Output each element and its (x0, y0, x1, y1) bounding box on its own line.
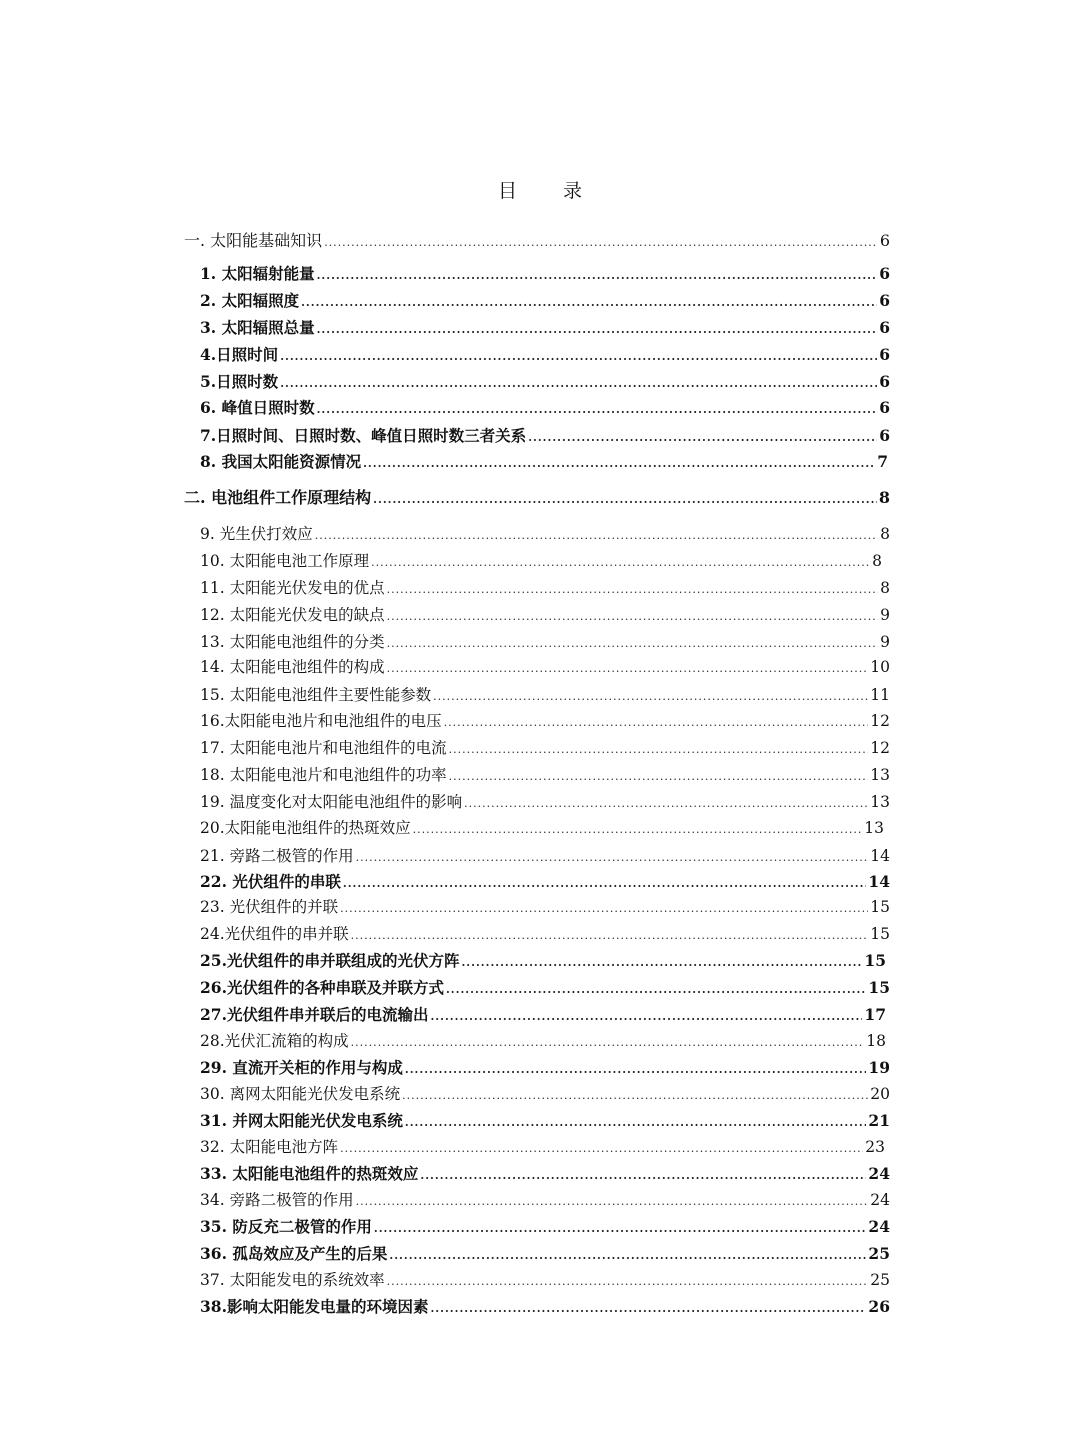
toc-entry-page-number: 25 (868, 1244, 890, 1263)
dot-leader (446, 983, 866, 996)
dot-leader (461, 956, 862, 969)
toc-entry-label: 30. 离网太阳能光伏发电系统 (200, 1085, 401, 1103)
toc-entry-label: 22. 光伏组件的串联 (200, 872, 341, 891)
toc-entry[interactable] (200, 736, 890, 758)
toc-entry-page-number: 6 (879, 291, 890, 310)
toc-entry-label: 29. 直流开关柜的作用与构成 (200, 1058, 403, 1077)
toc-entry-label: 27.光伏组件串并联后的电流输出 (200, 1005, 429, 1024)
dot-leader (528, 431, 877, 444)
toc-entry-label: 11. 太阳能光伏发电的优点 (200, 579, 385, 597)
toc-entry-page-number: 24 (868, 1164, 890, 1183)
dot-leader (324, 236, 878, 249)
toc-entry-page-number: 13 (864, 819, 884, 837)
dot-leader (340, 902, 868, 915)
toc-entry[interactable] (200, 262, 890, 284)
dot-leader (356, 851, 869, 864)
toc-title-char-1: 目 (497, 180, 517, 202)
dot-leader (405, 1063, 867, 1076)
toc-entry-page-number: 12 (870, 712, 890, 730)
toc-entry-label: 21. 旁路二极管的作用 (200, 847, 354, 865)
dot-leader (402, 1089, 868, 1102)
toc-entry-page-number: 26 (868, 1297, 890, 1316)
toc-title-char-2: 录 (563, 180, 583, 202)
toc-entry-page-number: 15 (870, 898, 890, 916)
toc-entry-label: 19. 温度变化对太阳能电池组件的影响 (200, 793, 463, 811)
dot-leader (444, 716, 869, 729)
toc-entry-page-number: 6 (879, 398, 890, 417)
toc-entry-label: 33. 太阳能电池组件的热斑效应 (200, 1164, 419, 1183)
toc-entry-label: 二. 电池组件工作原理结构 (184, 488, 372, 507)
dot-leader (420, 1169, 866, 1182)
toc-entry-label: 10. 太阳能电池工作原理 (200, 552, 370, 570)
toc-entry-page-number: 15 (868, 978, 890, 997)
dot-leader (301, 296, 877, 309)
dot-leader (430, 1302, 866, 1315)
toc-entry[interactable] (200, 1215, 890, 1237)
dot-leader (387, 583, 879, 596)
toc-entry-page-number: 18 (866, 1032, 886, 1050)
toc-entry[interactable] (200, 870, 890, 892)
toc-entry-label: 32. 太阳能电池方阵 (200, 1138, 339, 1156)
toc-entry-label: 一. 太阳能基础知识 (184, 231, 323, 250)
dot-leader (340, 1142, 863, 1155)
toc-entry-page-number: 6 (879, 231, 890, 250)
dot-leader (387, 1275, 869, 1288)
dot-leader (433, 690, 868, 703)
toc-entry-page-number: 13 (870, 766, 890, 784)
toc-entry-page-number: 9 (880, 606, 890, 624)
toc-entry[interactable] (200, 450, 888, 472)
toc-entry-page-number: 11 (870, 686, 890, 704)
toc-entry-page-number: 13 (870, 793, 890, 811)
dot-leader (449, 743, 869, 756)
toc-entry-page-number: 25 (870, 1271, 890, 1289)
toc-entry-page-number: 8 (880, 525, 890, 543)
dot-leader (351, 1036, 865, 1049)
dot-leader (464, 797, 868, 810)
toc-entry-label: 31. 并网太阳能光伏发电系统 (200, 1111, 403, 1130)
toc-entry-page-number: 21 (868, 1111, 890, 1130)
toc-entry-label: 12. 太阳能光伏发电的缺点 (200, 606, 385, 624)
toc-entry-page-number: 10 (870, 658, 890, 676)
toc-entry[interactable] (200, 1188, 890, 1210)
dot-leader (280, 350, 877, 363)
dot-leader (389, 1249, 866, 1262)
toc-entry-label: 18. 太阳能电池片和电池组件的功率 (200, 766, 447, 784)
dot-leader (373, 493, 877, 506)
dot-leader (430, 1010, 862, 1023)
toc-entry[interactable] (200, 922, 890, 944)
toc-entry-page-number: 15 (864, 951, 886, 970)
toc-entry[interactable] (200, 316, 890, 338)
toc-entry-label: 38.影响太阳能发电量的环境因素 (200, 1297, 429, 1316)
toc-entry-label: 15. 太阳能电池组件主要性能参数 (200, 686, 432, 704)
dot-leader (317, 323, 878, 336)
dot-leader (356, 1195, 869, 1208)
toc-entry-label: 5.日照时数 (200, 372, 279, 391)
toc-entry-page-number: 14 (870, 847, 890, 865)
toc-entry-label: 23. 光伏组件的并联 (200, 898, 339, 916)
toc-entry-label: 1. 太阳辐射能量 (200, 264, 315, 283)
dot-leader (387, 610, 879, 623)
toc-entry-page-number: 24 (870, 1191, 890, 1209)
dot-leader (343, 877, 867, 890)
toc-entry-page-number: 6 (879, 345, 890, 364)
dot-leader (387, 662, 869, 675)
toc-entry[interactable] (200, 1268, 890, 1290)
dot-leader (317, 269, 878, 282)
toc-entry[interactable] (200, 424, 890, 446)
toc-entry-label: 8. 我国太阳能资源情况 (200, 452, 362, 471)
toc-entry-label: 26.光伏组件的各种串联及并联方式 (200, 978, 444, 997)
toc-entry-label: 20.太阳能电池组件的热斑效应 (200, 819, 411, 837)
toc-entry-label: 28.光伏汇流箱的构成 (200, 1032, 349, 1050)
toc-entry[interactable] (200, 763, 890, 785)
dot-leader (317, 403, 878, 416)
toc-entry[interactable] (200, 1295, 890, 1317)
toc-entry-page-number: 8 (880, 579, 890, 597)
toc-entry-page-number: 12 (870, 739, 890, 757)
toc-entry[interactable] (200, 1242, 890, 1264)
toc-entry[interactable] (200, 1056, 890, 1078)
dot-leader (449, 770, 869, 783)
toc-entry[interactable] (200, 976, 890, 998)
toc-entry-page-number: 6 (879, 318, 890, 337)
toc-entry[interactable] (200, 576, 890, 598)
toc-entry-label: 35. 防反充二极管的作用 (200, 1217, 372, 1236)
toc-entry-label: 36. 孤岛效应及产生的后果 (200, 1244, 388, 1263)
toc-entry-label: 37. 太阳能发电的系统效率 (200, 1271, 385, 1289)
toc-section-entry[interactable] (184, 228, 890, 251)
toc-entry-page-number: 9 (880, 633, 890, 651)
toc-section-entry[interactable] (184, 485, 890, 508)
toc-entry[interactable] (200, 1109, 890, 1131)
toc-entry-label: 13. 太阳能电池组件的分类 (200, 633, 385, 651)
toc-entry-page-number: 8 (878, 488, 890, 507)
toc-entry-page-number: 6 (879, 264, 890, 283)
toc-entry[interactable] (200, 549, 882, 571)
toc-entry-label: 4.日照时间 (200, 345, 279, 364)
toc-entry[interactable] (200, 1029, 886, 1051)
toc-entry[interactable] (200, 603, 890, 625)
toc-entry[interactable] (200, 949, 886, 971)
toc-entry-label: 16.太阳能电池片和电池组件的电压 (200, 712, 442, 730)
toc-entry-page-number: 17 (864, 1005, 886, 1024)
toc-entry[interactable] (200, 790, 890, 812)
toc-entry[interactable] (200, 895, 890, 917)
toc-entry-page-number: 14 (868, 872, 890, 891)
toc-entry-page-number: 24 (868, 1217, 890, 1236)
toc-entry-page-number: 7 (877, 452, 888, 471)
toc-entry-label: 7.日照时间、日照时数、峰值日照时数三者关系 (200, 426, 527, 445)
toc-entry[interactable] (200, 396, 890, 418)
toc-entry[interactable] (200, 816, 884, 838)
toc-entry[interactable] (200, 370, 890, 392)
toc-entry[interactable] (200, 1082, 890, 1104)
toc-entry[interactable] (200, 1003, 886, 1025)
toc-entry-label: 6. 峰值日照时数 (200, 398, 315, 417)
dot-leader (280, 377, 877, 390)
toc-entry-label: 24.光伏组件的串并联 (200, 925, 349, 943)
toc-entry[interactable] (200, 709, 890, 731)
dot-leader (405, 1116, 867, 1129)
toc-entry[interactable] (200, 844, 890, 866)
toc-entry[interactable] (200, 683, 890, 705)
dot-leader (363, 457, 875, 470)
toc-entry-label: 3. 太阳辐照总量 (200, 318, 315, 337)
toc-entry-label: 14. 太阳能电池组件的构成 (200, 658, 385, 676)
dot-leader (371, 556, 870, 569)
toc-entry-page-number: 6 (879, 372, 890, 391)
toc-entry-page-number: 6 (879, 426, 890, 445)
toc-entry-label: 2. 太阳辐照度 (200, 291, 300, 310)
toc-entry-label: 34. 旁路二极管的作用 (200, 1191, 354, 1209)
toc-entry[interactable] (200, 630, 890, 652)
toc-entry[interactable] (200, 655, 890, 677)
toc-entry[interactable] (200, 522, 890, 544)
toc-entry-page-number: 19 (868, 1058, 890, 1077)
toc-entry-label: 25.光伏组件的串并联组成的光伏方阵 (200, 951, 460, 970)
toc-title (0, 176, 1080, 203)
toc-entry-label: 9. 光生伏打效应 (200, 525, 313, 543)
toc-entry-page-number: 15 (870, 925, 890, 943)
toc-entry[interactable] (200, 1135, 885, 1157)
toc-entry[interactable] (200, 343, 890, 365)
dot-leader (374, 1222, 867, 1235)
dot-leader (351, 929, 869, 942)
toc-entry[interactable] (200, 1162, 890, 1184)
toc-entry-page-number: 8 (872, 552, 882, 570)
toc-entry-label: 17. 太阳能电池片和电池组件的电流 (200, 739, 447, 757)
toc-entry-page-number: 23 (865, 1138, 885, 1156)
dot-leader (315, 529, 878, 542)
toc-entry-page-number: 20 (870, 1085, 890, 1103)
dot-leader (413, 823, 863, 836)
dot-leader (387, 637, 879, 650)
toc-entry[interactable] (200, 289, 890, 311)
